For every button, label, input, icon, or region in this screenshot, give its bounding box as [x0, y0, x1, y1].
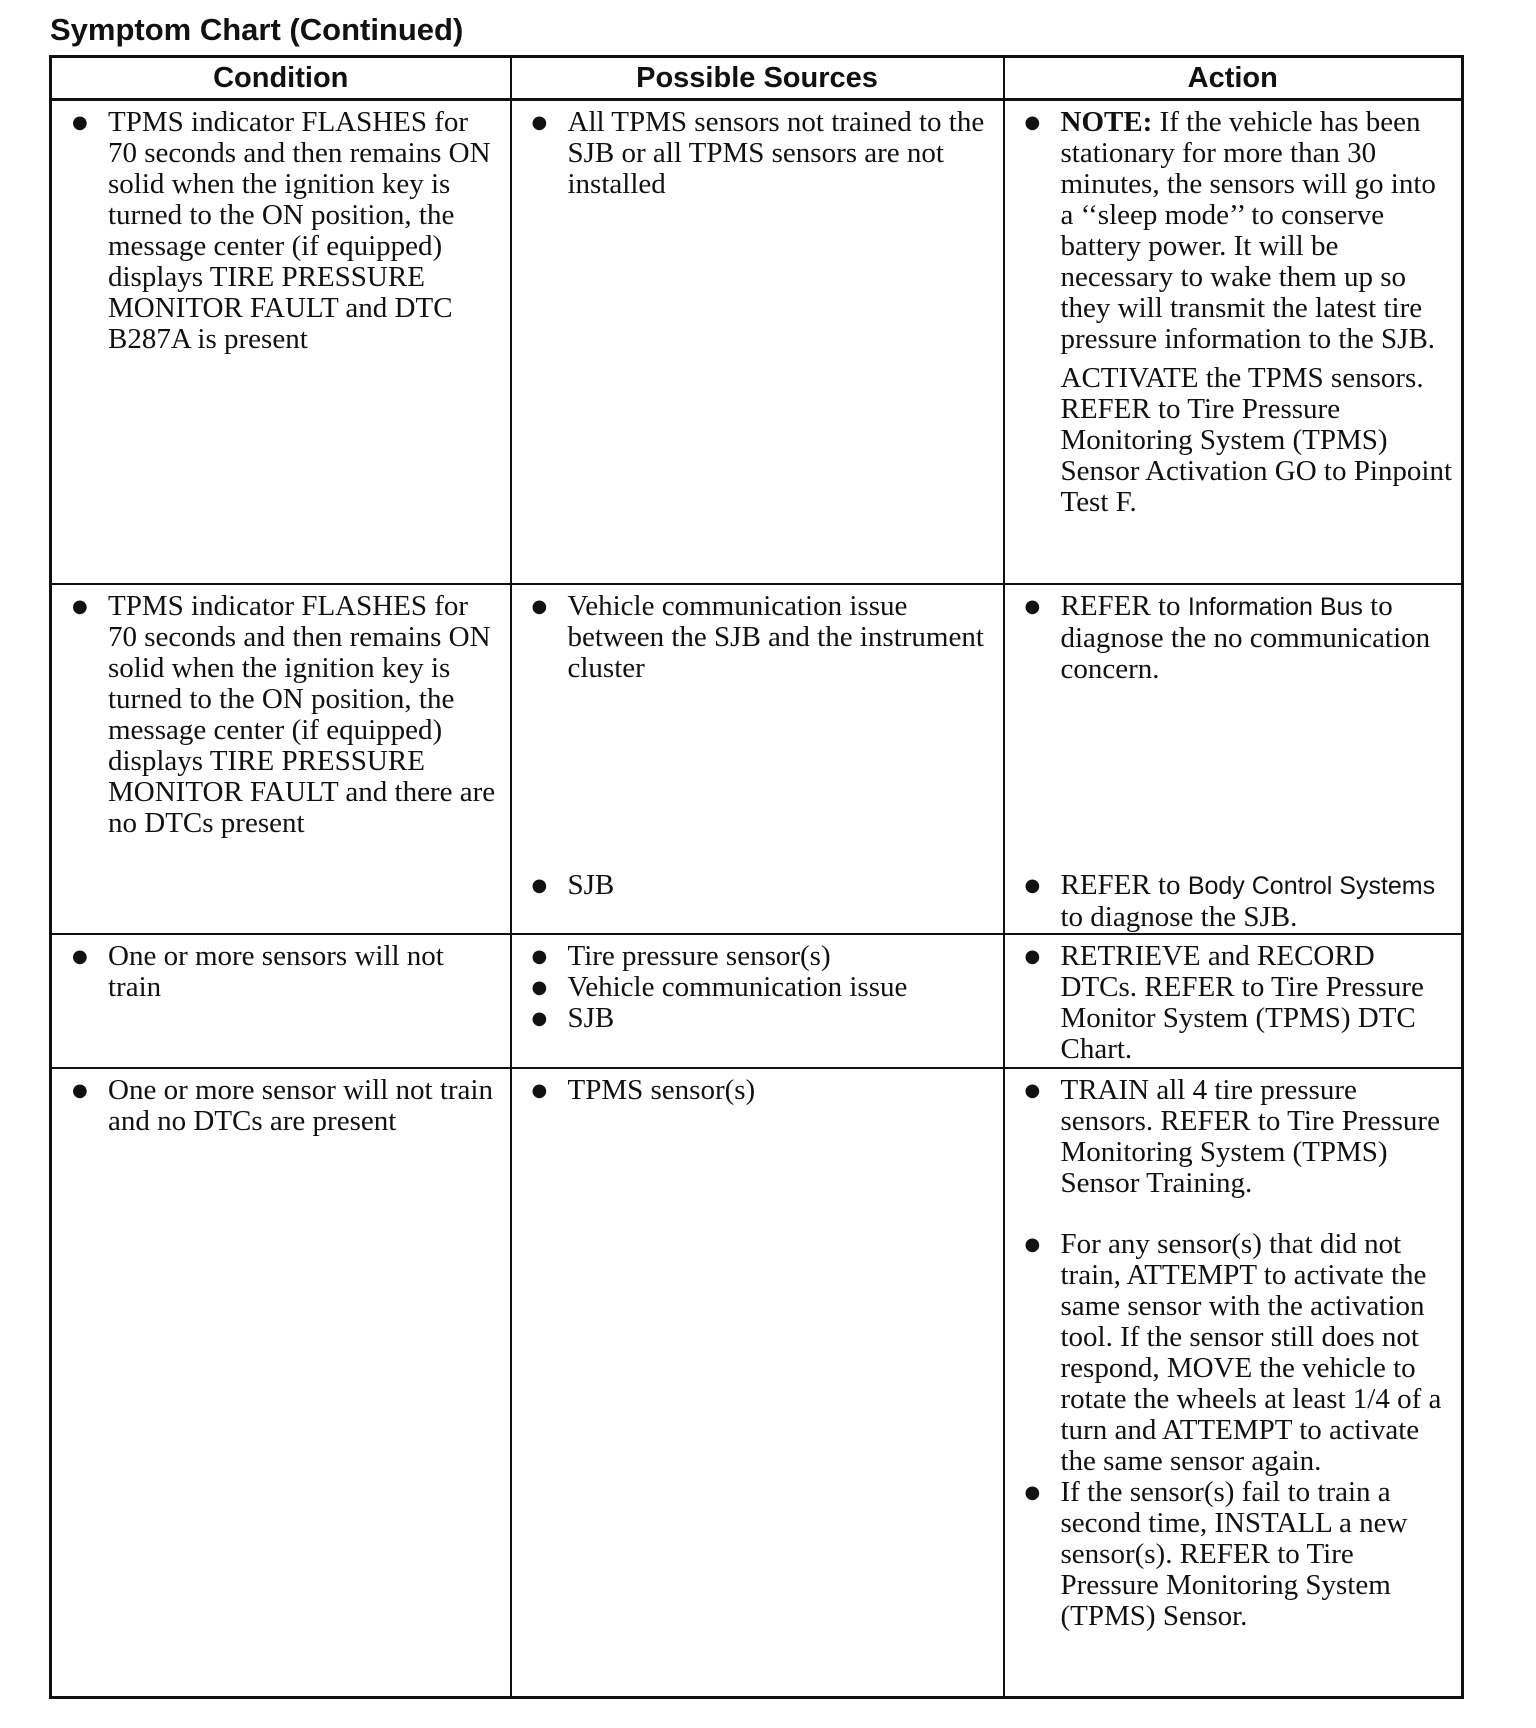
list-item: [522, 972, 997, 1003]
list-item: [1015, 870, 1456, 933]
reference-link-information-bus[interactable]: Information Bus: [1187, 593, 1363, 621]
list-item: [522, 1003, 997, 1034]
table-row: [51, 934, 1463, 1068]
action-cell: [1004, 584, 1463, 934]
bullet-icon: ●: [1024, 596, 1041, 617]
bullet-icon: ●: [531, 946, 548, 967]
source-text: Tire pressure sensor(s): [567, 940, 831, 972]
action-cell: [1004, 100, 1463, 585]
bullet-icon: ●: [531, 1080, 548, 1101]
list-item: [1015, 941, 1456, 1065]
bullet-icon: ●: [531, 1008, 548, 1029]
action-text: REFER to: [1060, 869, 1188, 901]
action-text: REFER to: [1060, 590, 1188, 622]
list-item: [522, 107, 997, 200]
sources-cell: [511, 934, 1004, 1068]
source-text: SJB: [567, 869, 615, 901]
condition-text: One or more sensors will not train: [108, 940, 444, 1003]
condition-cell: [51, 584, 511, 934]
table-row: [51, 1068, 1463, 1698]
header-condition: Condition: [51, 57, 511, 100]
condition-text: One or more sensor will not train and no DTCs are present: [108, 1074, 493, 1137]
table-row: [51, 584, 1463, 934]
action-text: RETRIEVE and RECORD DTCs. REFER to Tire Pressure Monitor System (TPMS) DTC Chart.: [1060, 940, 1424, 1065]
header-action: Action: [1004, 57, 1463, 100]
list-item: [1015, 1229, 1456, 1477]
list-item: [62, 107, 504, 355]
source-text: All TPMS sensors not trained to the SJB or all TPMS sensors are not installed: [567, 106, 985, 200]
sources-cell: [511, 100, 1004, 585]
action-cell: [1004, 1068, 1463, 1698]
list-item: [1015, 1477, 1456, 1632]
note-label: NOTE:: [1060, 106, 1153, 138]
symptom-chart-table: [49, 55, 1464, 1699]
sources-cell: [511, 1068, 1004, 1698]
condition-cell: [51, 1068, 511, 1698]
reference-link-body-control-systems[interactable]: Body Control Systems: [1187, 872, 1436, 900]
list-item: [1015, 591, 1456, 870]
list-item: [522, 870, 997, 901]
header-possible-sources: Possible Sources: [511, 57, 1004, 100]
note-text: If the vehicle has been stationary for more than 30 minutes, the sensors will go into a ‘‘sleep mode’’ to conserve battery power. It will be necessary to wake them up so they will transmit the latest tire pressure information to the SJB.: [1060, 106, 1436, 355]
action-text: If the sensor(s) fail to train a second time, INSTALL a new sensor(s). REFER to Tire Pressure Monitoring System (TPMS) Sensor.: [1060, 1476, 1408, 1632]
condition-cell: [51, 934, 511, 1068]
header-row: [51, 57, 1463, 100]
list-item: [62, 941, 504, 1003]
table-row: [51, 100, 1463, 585]
bullet-icon: ●: [72, 112, 88, 133]
bullet-icon: ●: [1024, 112, 1041, 133]
bullet-icon: ●: [1024, 1482, 1041, 1503]
source-text: Vehicle communication issue: [567, 971, 908, 1003]
list-item: [522, 591, 997, 870]
page-title: Symptom Chart (Continued): [50, 12, 464, 47]
bullet-icon: ●: [531, 112, 548, 133]
list-item: [1015, 1075, 1456, 1199]
source-text: SJB: [567, 1002, 615, 1034]
action-text: TRAIN all 4 tire pressure sensors. REFER to Tire Pressure Monitoring System (TPMS) Sensor Training.: [1060, 1074, 1440, 1199]
source-text: TPMS sensor(s): [567, 1074, 756, 1106]
condition-text: TPMS indicator FLASHES for 70 seconds and then remains ON solid when the ignition key is turned to the ON position, the message center (if equipped) displays TIRE PRESSURE MONITOR FAULT and there are no DTCs present: [108, 590, 496, 839]
bullet-icon: ●: [1024, 875, 1041, 896]
bullet-icon: ●: [1024, 946, 1041, 967]
bullet-icon: ●: [72, 596, 88, 617]
action-text: to diagnose the SJB.: [1060, 901, 1298, 933]
action-text: to diagnose the no communication concern.: [1060, 590, 1431, 685]
bullet-icon: ●: [1024, 1080, 1041, 1101]
condition-cell: [51, 100, 511, 585]
list-item: [1015, 107, 1456, 355]
bullet-icon: ●: [531, 875, 548, 896]
list-item: [62, 1075, 504, 1137]
list-item: [522, 941, 997, 972]
bullet-icon: ●: [531, 977, 548, 998]
list-item: [62, 591, 504, 839]
bullet-icon: ●: [1024, 1234, 1041, 1255]
bullet-icon: ●: [72, 1080, 88, 1101]
action-cell: [1004, 934, 1463, 1068]
action-step: ACTIVATE the TPMS sensors. REFER to Tire Pressure Monitoring System (TPMS) Sensor Activation GO to Pinpoint Test F.: [1060, 362, 1452, 518]
bullet-icon: ●: [72, 946, 88, 967]
condition-text: TPMS indicator FLASHES for 70 seconds and then remains ON solid when the ignition key is turned to the ON position, the message center (if equipped) displays TIRE PRESSURE MONITOR FAULT and DTC B287A is present: [108, 106, 491, 355]
sources-cell: [511, 584, 1004, 934]
action-text: For any sensor(s) that did not train, ATTEMPT to activate the same sensor with the activation tool. If the sensor still does not respond, MOVE the vehicle to rotate the wheels at least 1/4 of a turn and ATTEMPT to activate the same sensor again.: [1060, 1228, 1442, 1477]
bullet-icon: ●: [531, 596, 548, 617]
source-text: Vehicle communication issue between the SJB and the instrument cluster: [567, 590, 984, 684]
list-item: [522, 1075, 997, 1106]
